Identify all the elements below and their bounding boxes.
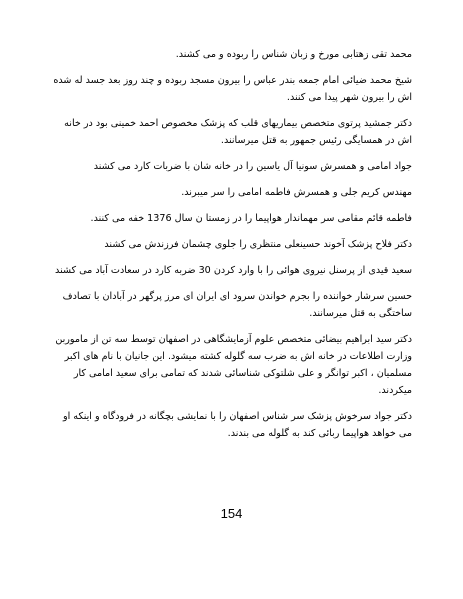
- page-body: [50, 46, 412, 451]
- paragraph-5: مهندس کریم جلی و همسرش فاطمه امامی را سر میبرند.: [181, 187, 412, 198]
- paragraph-3: دکتر جمشید پرتوی متخصص بیماریهای قلب که پزشک مخصوص احمد خمینی بود در خانه اش در همسایگی رئیس جمهور به قتل میرسانند.: [64, 118, 412, 146]
- paragraph-4: جواد امامی و همسرش سونیا آل یاسین را در خانه شان با ضربات کارد می کشند: [93, 161, 412, 172]
- paragraph-2: شیخ محمد ضیائی امام جمعه بندر عباس را بیرون مسجد ربوده و چند روز بعد جسد له شده اش را بیرون شهر پیدا می کنند.: [53, 75, 412, 103]
- page-number: 154: [220, 506, 243, 521]
- paragraph-8: سعید قیدی از پرسنل نیروی هوائی را با وارد کردن 30 ضربه کارد در سعادت آباد می کشند: [55, 265, 412, 276]
- paragraph-6: فاطمه قائم مقامی سر مهماندار هواپیما را در زمستا ن سال 1376 خفه می کنند.: [90, 213, 412, 224]
- paragraph-9: حسین سرشار خواننده را بجرم خواندن سرود ای ایران ای مرز پرگهر در آبادان با تصادف ساختگی به قتل میرسانند.: [62, 291, 412, 319]
- paragraph-10: دکتر سید ابراهیم بیضائی متخصص علوم آزمایشگاهی در اصفهان توسط سه تن از ماموربن وزارت اطلاعات در خانه اش به ضرب سه گلوله کشته میشود. این جانیان با نام های اکبر مسلمیان ، اکبر توانگر و علی شلتوکی شناسائی شدند که تمامی برای سعید امامی کار میکردند.: [55, 334, 412, 396]
- paragraph-7: دکتر فلاح پزشک آخوند حسینعلی منتظری را جلوی چشمان فرزندش می کشند: [104, 239, 412, 250]
- paragraph-11: دکتر جواد سرخوش پزشک سر شناس اصفهان را با نمایشی بچگانه در فرودگاه و اینکه او می خواهد هواپیما ربائی کند به گلوله می بندند.: [62, 411, 412, 439]
- paragraph-1: محمد تقی زهتابی مورخ و زبان شناس را ربوده و می کشند.: [175, 49, 412, 60]
